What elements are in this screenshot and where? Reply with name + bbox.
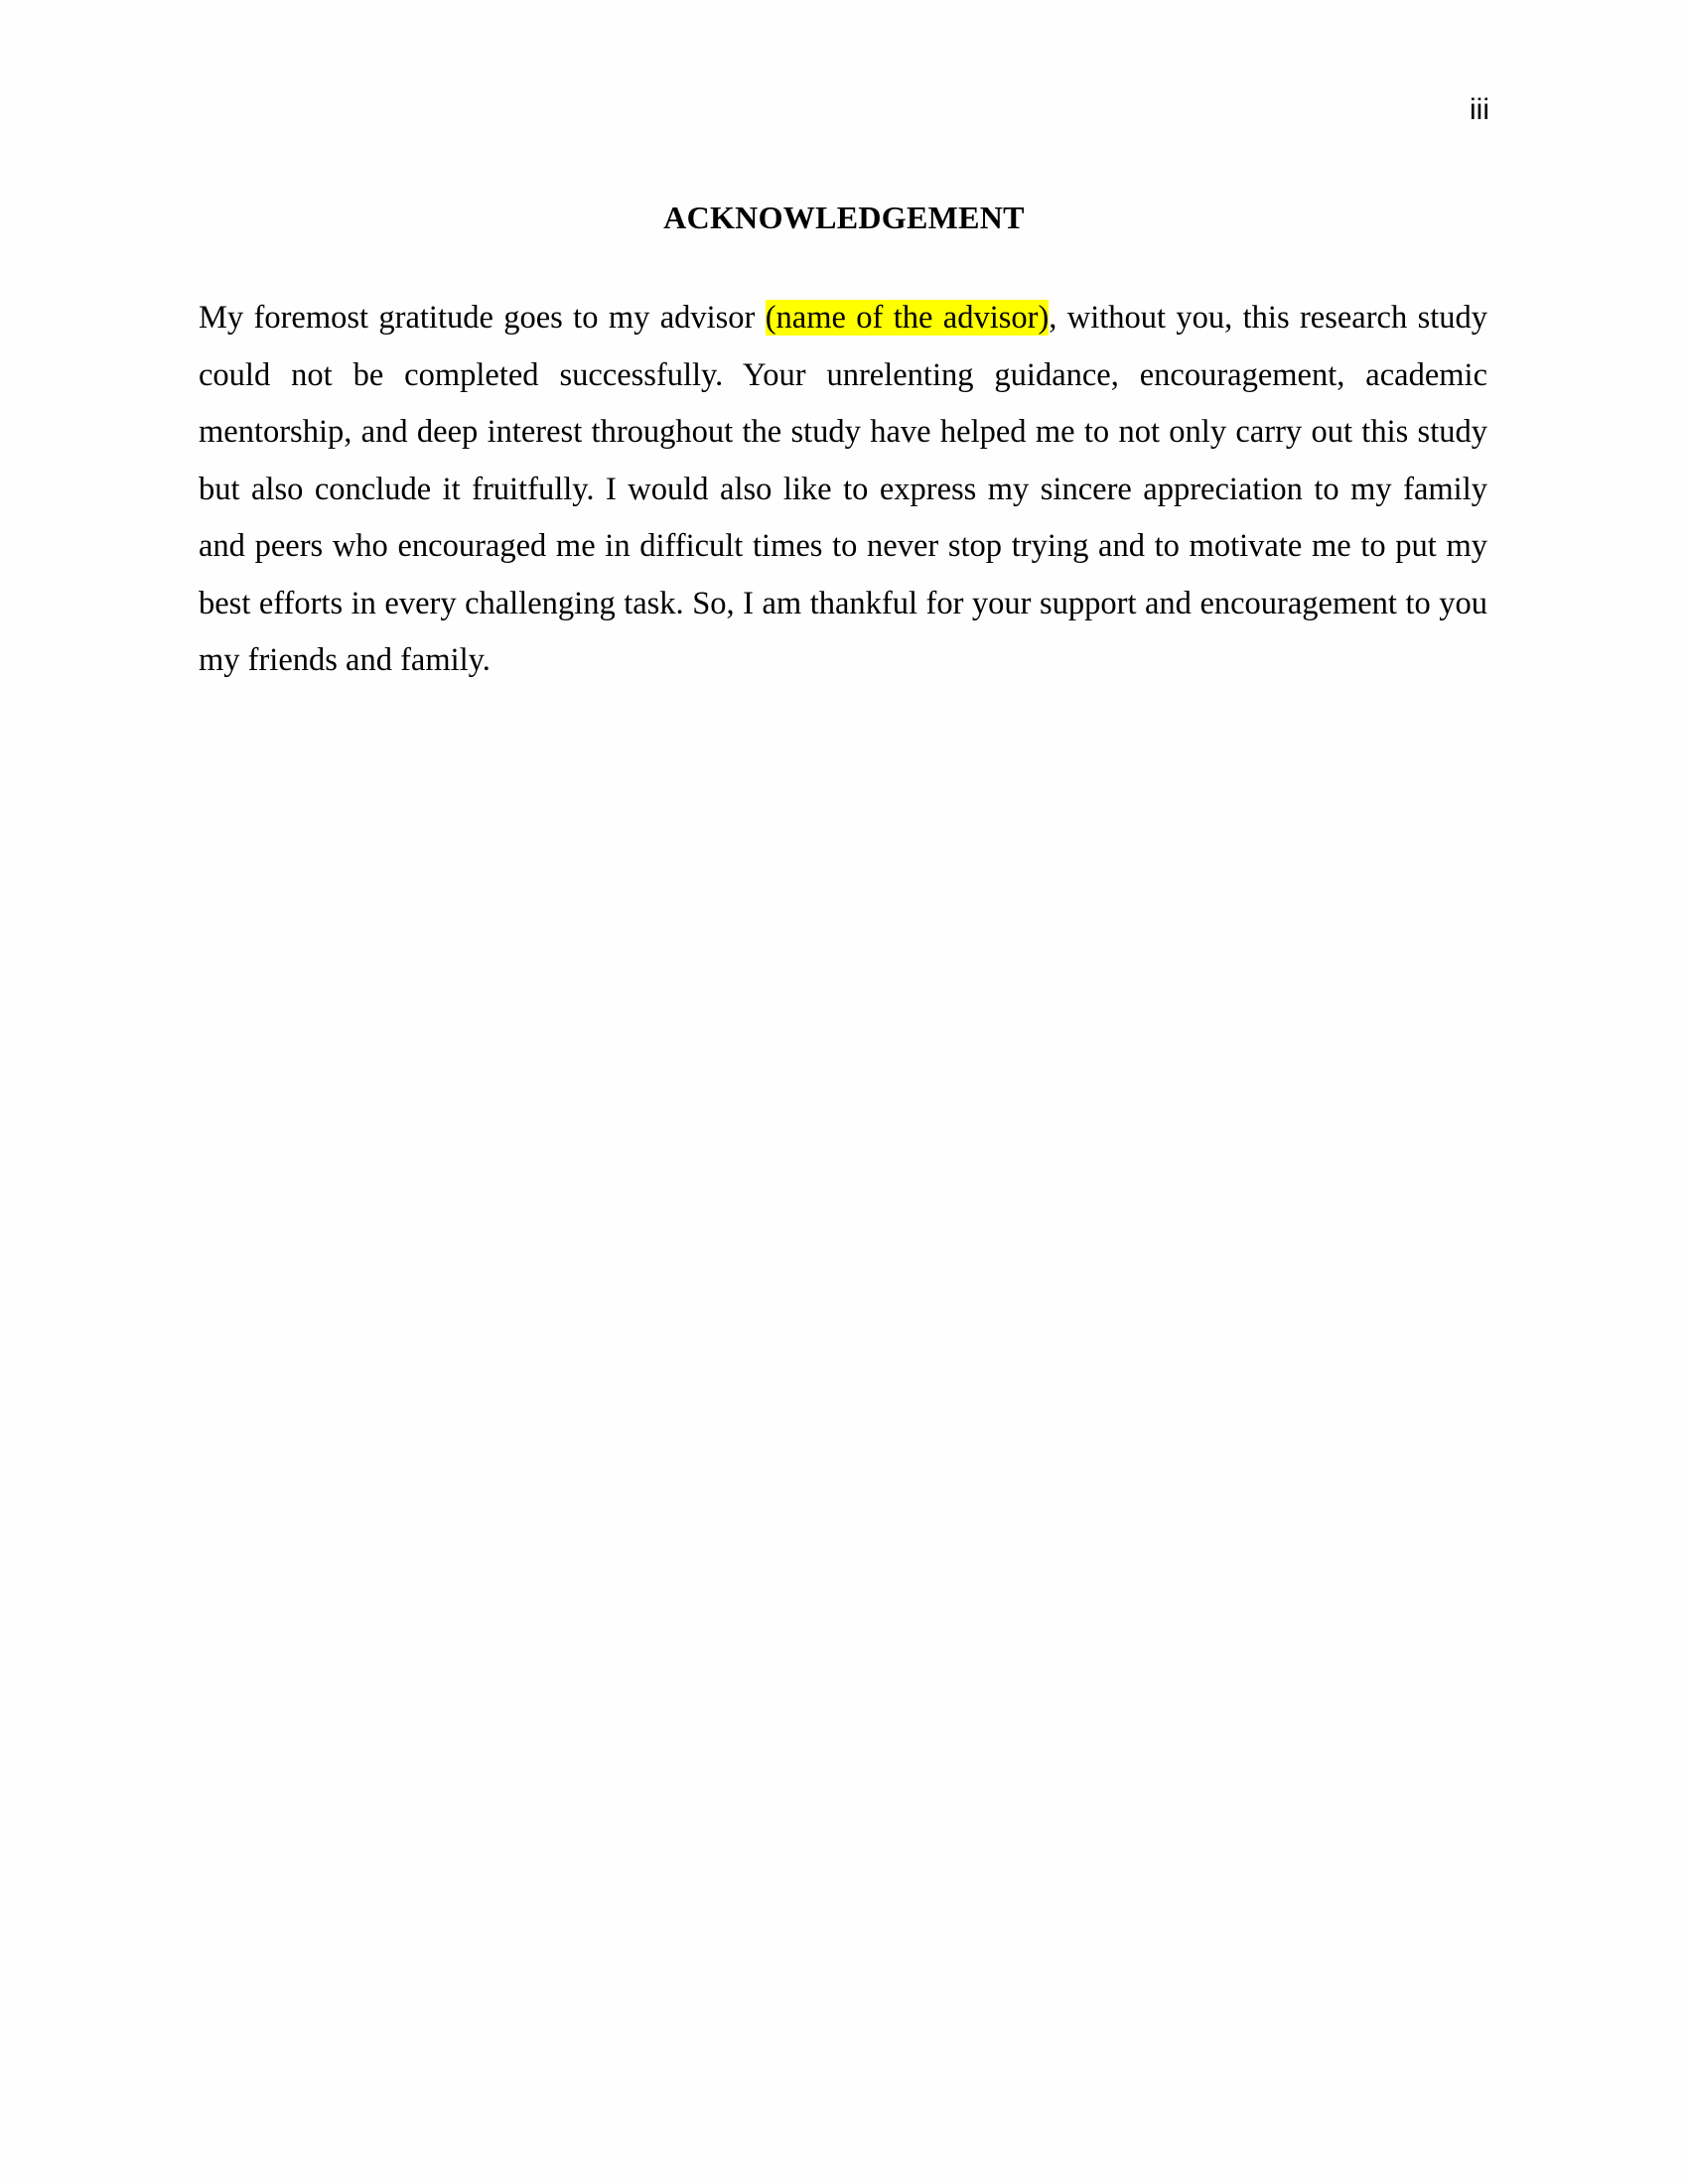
paragraph-text-end: , without you, this research study could not be completed successfully. Your unrelenting guidance, encouragement, academic mentorship, and deep interest throughout the study have helped me to not only carry out this study but also conclude it fruitfully. I would also like to express my sincere appreciation to my family and peers who encouraged me in difficult times to never stop trying and to motivate me to put my best efforts in every challenging task. So, I am thankful for your support and encouragement to you my friends and family. [199, 300, 1487, 678]
paragraph-text-start: My foremost gratitude goes to my advisor [199, 300, 766, 336]
highlighted-advisor-placeholder: (name of the advisor) [765, 300, 1050, 336]
page-title: ACKNOWLEDGEMENT [663, 200, 1025, 235]
acknowledgement-paragraph [199, 290, 1487, 690]
page-number: iii [1470, 93, 1489, 126]
